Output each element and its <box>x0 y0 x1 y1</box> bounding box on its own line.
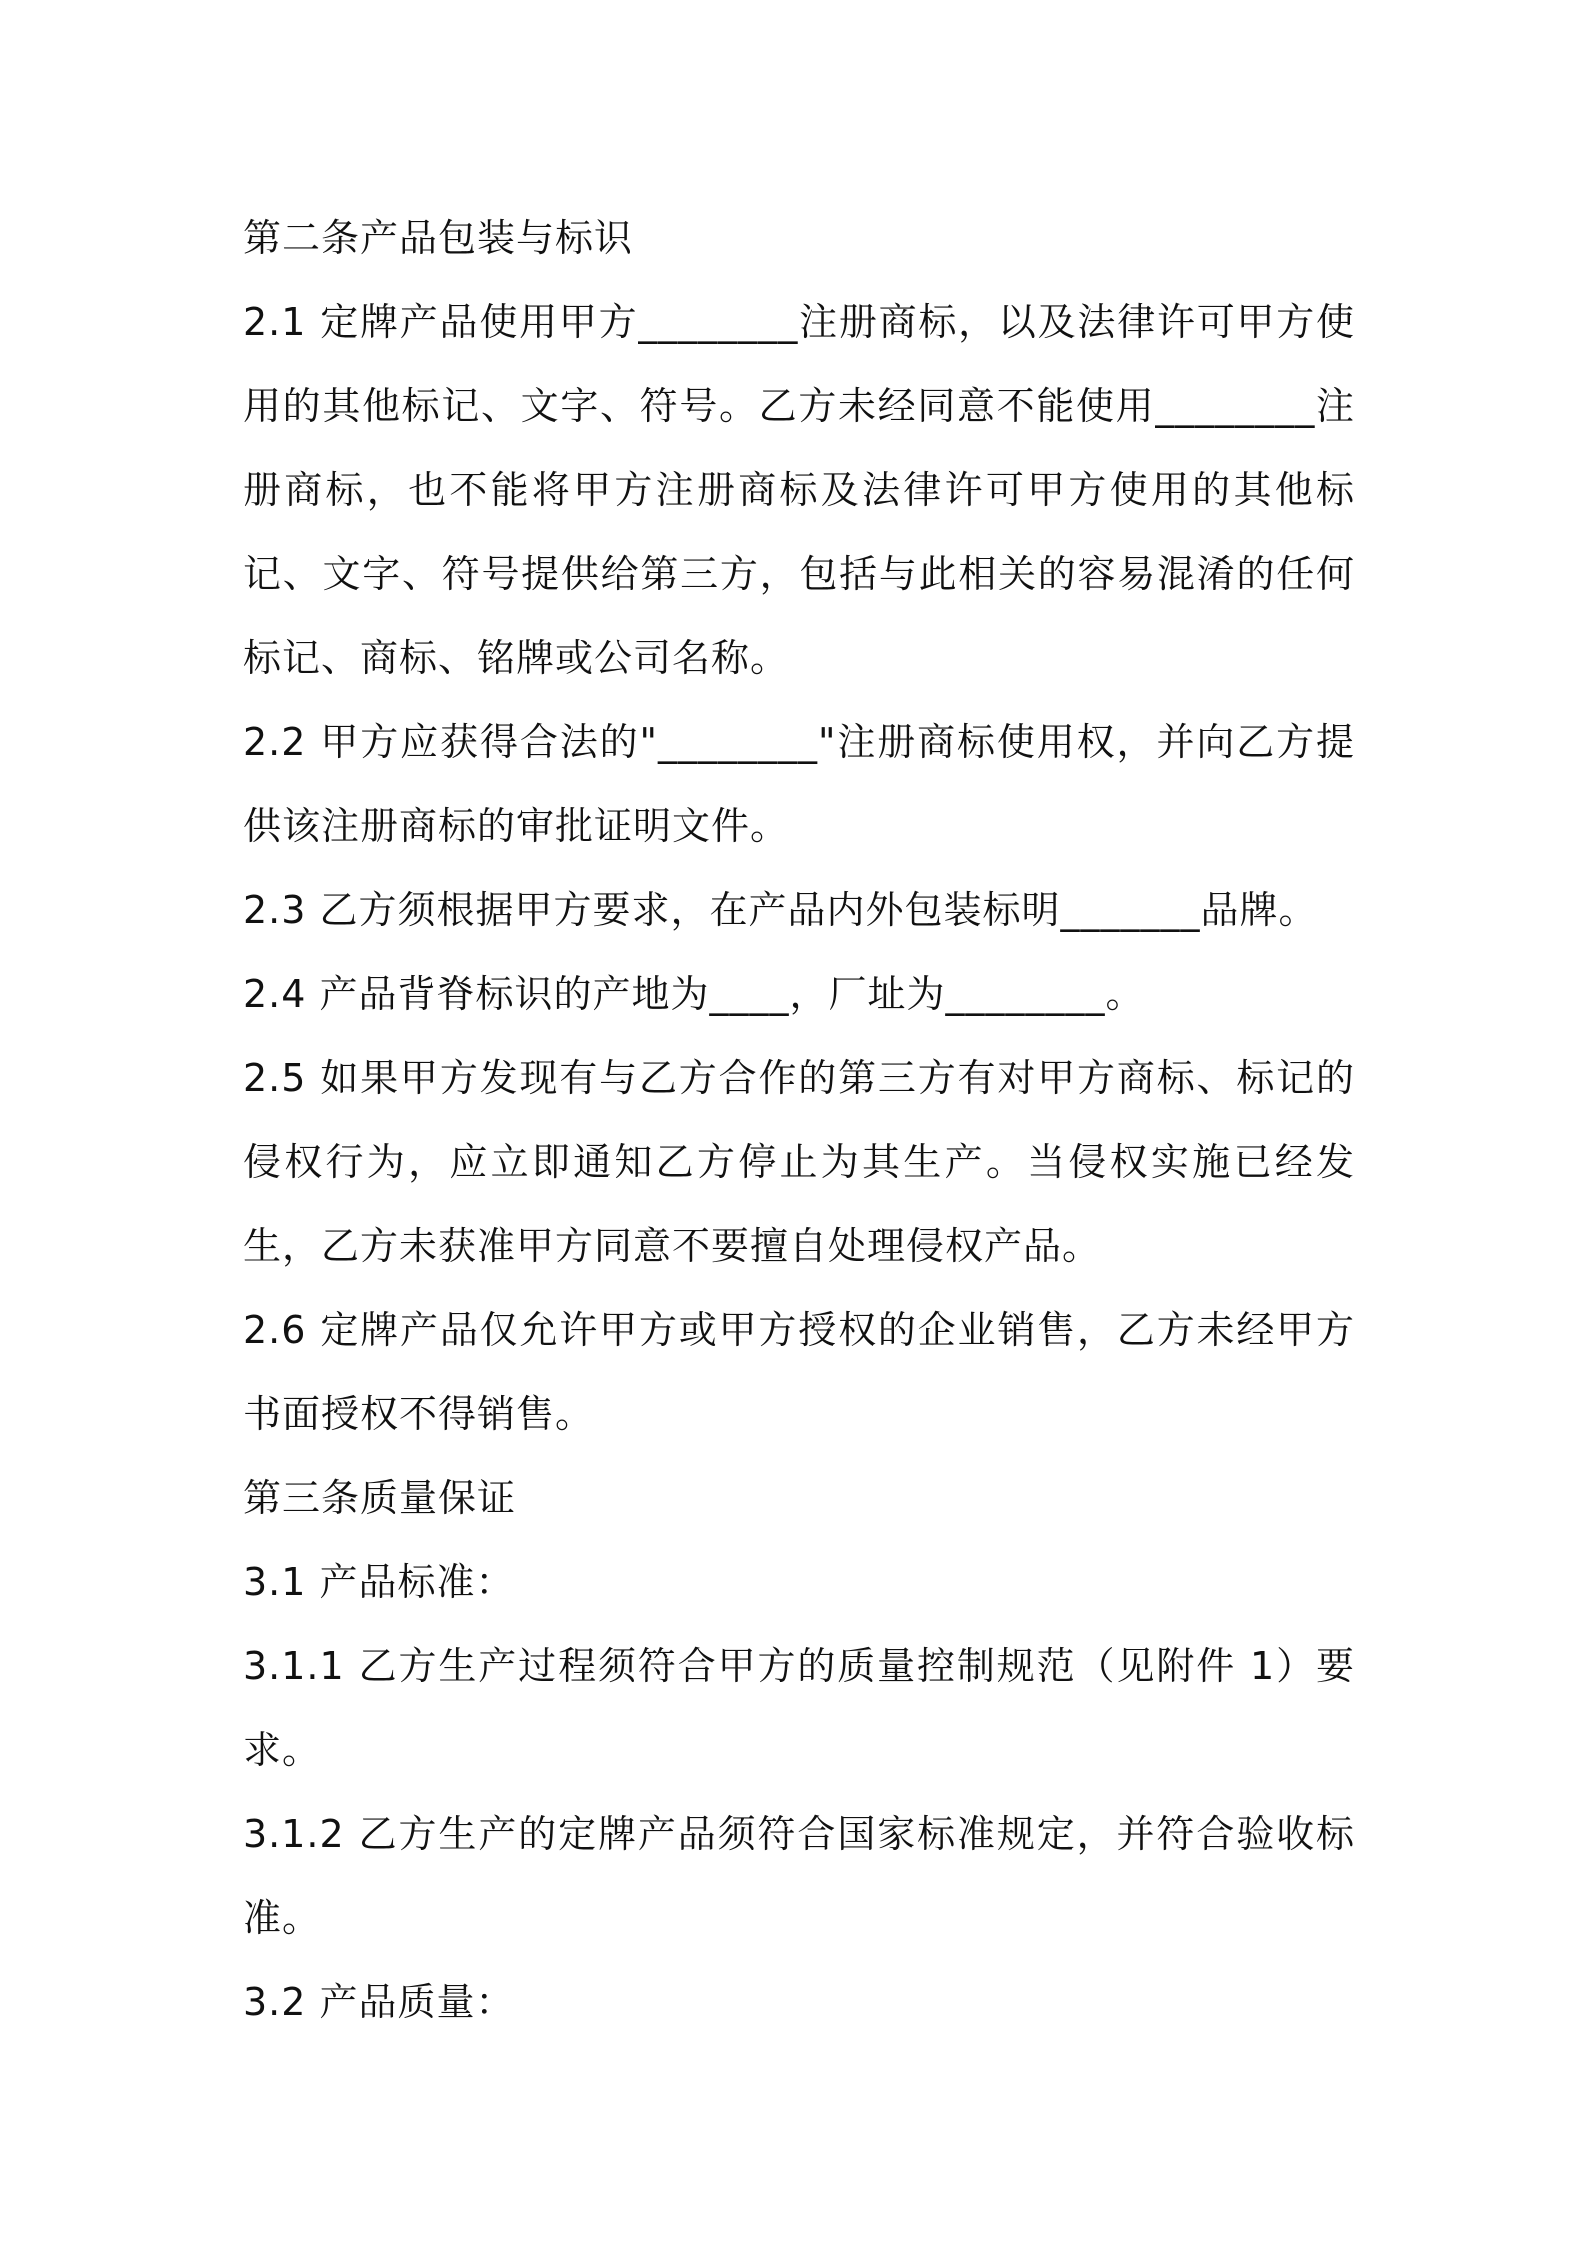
clause-3-1-2: 3.1.2 乙方生产的定牌产品须符合国家标准规定，并符合验收标准。 <box>243 1812 1355 1940</box>
clause-2-4: 2.4 产品背脊标识的产地为____，厂址为________。 <box>243 972 1145 1016</box>
clause-2-3: 2.3 乙方须根据甲方要求，在产品内外包装标明_______品牌。 <box>243 888 1318 932</box>
document-body <box>243 196 1355 2044</box>
clause-2-2: 2.2 甲方应获得合法的"________"注册商标使用权，并向乙方提供该注册商标的审批证明文件。 <box>243 720 1355 848</box>
section-heading-article-2: 第二条产品包装与标识 <box>243 216 634 260</box>
clause-3-2: 3.2 产品质量： <box>243 1980 515 2024</box>
section-heading-article-3: 第三条质量保证 <box>243 1476 517 1520</box>
clause-2-6: 2.6 定牌产品仅允许甲方或甲方授权的企业销售，乙方未经甲方书面授权不得销售。 <box>243 1308 1355 1436</box>
clause-2-5: 2.5 如果甲方发现有与乙方合作的第三方有对甲方商标、标记的侵权行为，应立即通知乙方停止为其生产。当侵权实施已经发生，乙方未获准甲方同意不要擅自处理侵权产品。 <box>243 1056 1355 1268</box>
clause-3-1: 3.1 产品标准： <box>243 1560 515 1604</box>
clause-2-1: 2.1 定牌产品使用甲方________注册商标，以及法律许可甲方使用的其他标记、文字、符号。乙方未经同意不能使用________注册商标，也不能将甲方注册商标及法律许可甲方使用的其他标记、文字、符号提供给第三方，包括与此相关的容易混淆的任何标记、商标、铭牌或公司名称。 <box>243 300 1355 680</box>
clause-3-1-1: 3.1.1 乙方生产过程须符合甲方的质量控制规范（见附件 1）要求。 <box>243 1644 1355 1772</box>
